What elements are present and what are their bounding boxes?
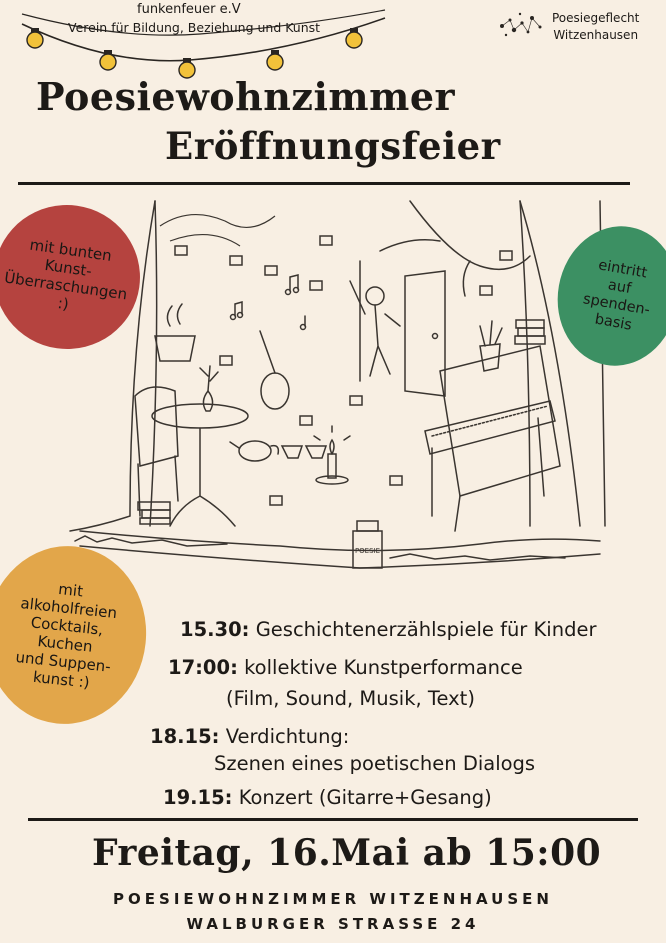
partner-name-line2: Witzenhausen — [553, 28, 639, 42]
partner-logo-icon — [492, 8, 548, 44]
schedule-item — [150, 725, 349, 748]
drinks-food-bubble: mit alkoholfreien Cocktails, Kuchen und Suppen- kunst :) — [0, 538, 155, 732]
divider-bottom — [28, 818, 638, 821]
organization-subtitle: Verein für Bildung, Beziehung und Kunst — [68, 20, 321, 35]
light-bulb-icon — [27, 28, 43, 48]
schedule-item — [163, 786, 492, 809]
schedule-time: 19.15: — [163, 786, 233, 809]
light-bulb-icon — [267, 50, 283, 70]
living-room-illustration — [60, 196, 620, 596]
event-date: Freitag, 16.Mai ab 15:00 — [92, 832, 602, 874]
partner-name — [552, 10, 639, 44]
poster-title-line2: Eröffnungsfeier — [165, 124, 501, 168]
poesie-jar-label: POESIE — [354, 547, 381, 555]
organization-name: funkenfeuer e.V — [137, 2, 241, 17]
venue-address: WALBURGER STRASSE 24 — [186, 915, 480, 933]
poster-title-line1: Poesiewohnzimmer — [36, 74, 456, 119]
venue-name: POESIEWOHNZIMMER WITZENHAUSEN — [113, 890, 553, 908]
schedule-item-continued: Szenen eines poetischen Dialogs — [214, 752, 536, 775]
partner-name-line1: Poesiegeflecht — [552, 11, 640, 25]
schedule-text: Geschichtenerzählspiele für Kinder — [255, 618, 597, 641]
schedule-item — [180, 618, 596, 641]
schedule-time: 15.30: — [180, 618, 250, 641]
divider-top — [18, 182, 630, 185]
schedule-item-continued: (Film, Sound, Musik, Text) — [226, 687, 475, 710]
art-surprises-bubble: mit bunten Kunst- Überraschungen :) — [0, 196, 149, 359]
schedule-time: 18.15: — [150, 725, 220, 748]
schedule-text: kollektive Kunstperformance — [244, 656, 523, 679]
schedule-time: 17:00: — [168, 656, 238, 679]
schedule-text: Konzert (Gitarre+Gesang) — [238, 786, 492, 809]
schedule-text: Verdichtung: — [225, 725, 350, 748]
schedule-item — [168, 656, 523, 679]
donation-entry-bubble: eintritt auf spenden- basis — [547, 217, 666, 376]
light-bulb-icon — [346, 28, 362, 48]
